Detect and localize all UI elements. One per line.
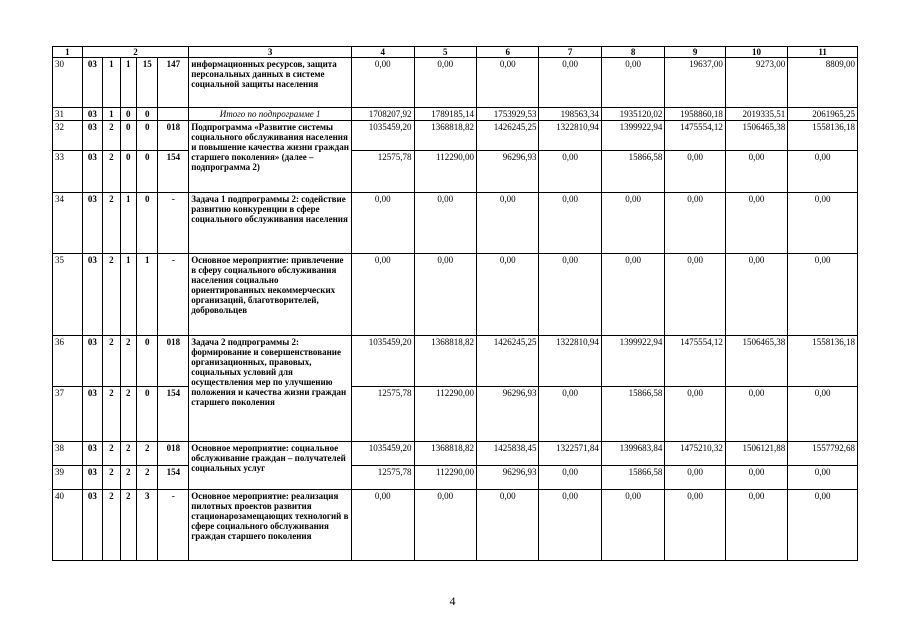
code-cell: 0 bbox=[136, 387, 158, 442]
code-cell: 0 bbox=[136, 108, 158, 121]
table-row bbox=[53, 490, 858, 561]
value-cell: 112290,00 bbox=[414, 387, 476, 442]
code-cell: 2 bbox=[103, 442, 120, 466]
value-cell: 96296,93 bbox=[476, 151, 538, 193]
value-cell: 1322810,94 bbox=[539, 121, 601, 151]
description-cell: Подпрограмма «Развитие системы социального обслуживания населения и повышение качества жизни граждан старшего поколения» (далее – подпрограмма 2) bbox=[189, 121, 352, 193]
code-cell: 03 bbox=[82, 336, 102, 387]
value-cell: 0,00 bbox=[601, 490, 664, 561]
code-cell: 1 bbox=[120, 254, 136, 336]
value-cell: 15866,58 bbox=[601, 151, 664, 193]
table-row bbox=[53, 254, 858, 336]
row-number: 35 bbox=[53, 254, 83, 336]
value-cell: 0,00 bbox=[665, 387, 725, 442]
value-cell: 112290,00 bbox=[414, 151, 476, 193]
code-cell: 154 bbox=[158, 387, 189, 442]
value-cell: 0,00 bbox=[539, 490, 601, 561]
row-number: 39 bbox=[53, 466, 83, 490]
code-cell: 03 bbox=[82, 254, 102, 336]
value-cell: 0,00 bbox=[725, 466, 787, 490]
code-cell: 3 bbox=[136, 490, 158, 561]
value-cell: 0,00 bbox=[725, 254, 787, 336]
code-cell: 15 bbox=[136, 58, 158, 108]
budget-table bbox=[52, 46, 858, 561]
code-cell: 2 bbox=[120, 442, 136, 466]
value-cell: 1322571,84 bbox=[539, 442, 601, 466]
header-cell: 10 bbox=[725, 47, 787, 58]
header-cell: 8 bbox=[601, 47, 664, 58]
row-number: 34 bbox=[53, 193, 83, 254]
table-row bbox=[53, 336, 858, 387]
value-cell: 1475554,12 bbox=[665, 121, 725, 151]
code-cell: 018 bbox=[158, 336, 189, 387]
code-cell: 2 bbox=[120, 336, 136, 387]
description-cell: Задача 2 подпрограммы 2: формирование и совершенствование организационных, правовых, социальных условий для осуществления мер по улучшению положения и качества жизни граждан старшего поколения bbox=[189, 336, 352, 442]
value-cell: 0,00 bbox=[476, 254, 538, 336]
value-cell: 0,00 bbox=[788, 387, 858, 442]
code-cell: 018 bbox=[158, 442, 189, 466]
code-cell: 0 bbox=[136, 336, 158, 387]
code-cell: 154 bbox=[158, 466, 189, 490]
value-cell: 0,00 bbox=[665, 151, 725, 193]
value-cell: 1558136,18 bbox=[788, 336, 858, 387]
row-number: 38 bbox=[53, 442, 83, 466]
value-cell: 0,00 bbox=[601, 193, 664, 254]
code-cell: 03 bbox=[82, 108, 102, 121]
value-cell: 0,00 bbox=[725, 490, 787, 561]
value-cell: 0,00 bbox=[539, 254, 601, 336]
code-cell: 03 bbox=[82, 490, 102, 561]
code-cell: 1 bbox=[136, 254, 158, 336]
value-cell: 96296,93 bbox=[476, 466, 538, 490]
code-cell: 147 bbox=[158, 58, 189, 108]
value-cell: 19637,00 bbox=[665, 58, 725, 108]
code-cell: 0 bbox=[120, 121, 136, 151]
code-cell: 1 bbox=[103, 108, 120, 121]
code-cell: 2 bbox=[103, 466, 120, 490]
value-cell: 15866,58 bbox=[601, 387, 664, 442]
code-cell: 03 bbox=[82, 121, 102, 151]
value-cell: 0,00 bbox=[414, 254, 476, 336]
table-row bbox=[53, 58, 858, 108]
value-cell: 0,00 bbox=[414, 58, 476, 108]
code-cell: 154 bbox=[158, 151, 189, 193]
code-cell: 0 bbox=[120, 151, 136, 193]
code-cell: 2 bbox=[103, 193, 120, 254]
header-cell: 4 bbox=[352, 47, 414, 58]
value-cell: 0,00 bbox=[414, 193, 476, 254]
row-number: 36 bbox=[53, 336, 83, 387]
value-cell: 1753929,53 bbox=[476, 108, 538, 121]
row-number: 31 bbox=[53, 108, 83, 121]
code-cell: 1 bbox=[120, 193, 136, 254]
table-row bbox=[53, 108, 858, 121]
code-cell: - bbox=[158, 193, 189, 254]
code-cell: 03 bbox=[82, 193, 102, 254]
value-cell: 112290,00 bbox=[414, 466, 476, 490]
code-cell: 03 bbox=[82, 58, 102, 108]
code-cell: 2 bbox=[103, 336, 120, 387]
value-cell: 0,00 bbox=[414, 490, 476, 561]
value-cell: 0,00 bbox=[352, 193, 414, 254]
value-cell: 2019335,51 bbox=[725, 108, 787, 121]
value-cell: 1035459,20 bbox=[352, 121, 414, 151]
value-cell: 198563,34 bbox=[539, 108, 601, 121]
value-cell: 0,00 bbox=[788, 254, 858, 336]
code-cell: 0 bbox=[136, 193, 158, 254]
value-cell: 0,00 bbox=[788, 466, 858, 490]
code-cell: 2 bbox=[136, 442, 158, 466]
table-row bbox=[53, 387, 858, 442]
value-cell: 1426245,25 bbox=[476, 121, 538, 151]
code-cell: 0 bbox=[136, 121, 158, 151]
value-cell: 0,00 bbox=[665, 490, 725, 561]
code-cell: 2 bbox=[120, 466, 136, 490]
header-cell: 9 bbox=[665, 47, 725, 58]
value-cell: 1506465,38 bbox=[725, 121, 787, 151]
value-cell: 1425838,45 bbox=[476, 442, 538, 466]
code-cell: 2 bbox=[120, 490, 136, 561]
value-cell: 0,00 bbox=[476, 490, 538, 561]
code-cell: 03 bbox=[82, 466, 102, 490]
value-cell: 1506465,38 bbox=[725, 336, 787, 387]
code-cell: 03 bbox=[82, 442, 102, 466]
value-cell: 1475210,32 bbox=[665, 442, 725, 466]
value-cell: 0,00 bbox=[725, 387, 787, 442]
description-cell: Основное мероприятие: реализация пилотных проектов развития стационарозамещающих технологий в сфере социального обслуживания граждан старшего поколения bbox=[189, 490, 352, 561]
code-cell: 0 bbox=[136, 151, 158, 193]
header-row bbox=[53, 47, 858, 58]
header-cell: 2 bbox=[82, 47, 189, 58]
description-cell: Задача 1 подпрограммы 2: содействие развитию конкуренции в сфере социального обслуживания населения bbox=[189, 193, 352, 254]
header-cell: 3 bbox=[189, 47, 352, 58]
value-cell: 1557792,68 bbox=[788, 442, 858, 466]
value-cell: 0,00 bbox=[788, 193, 858, 254]
value-cell: 1958860,18 bbox=[665, 108, 725, 121]
value-cell: 2061965,25 bbox=[788, 108, 858, 121]
value-cell: 1322810,94 bbox=[539, 336, 601, 387]
value-cell: 0,00 bbox=[665, 466, 725, 490]
row-number: 30 bbox=[53, 58, 83, 108]
table-row bbox=[53, 193, 858, 254]
row-number: 32 bbox=[53, 121, 83, 151]
value-cell: 0,00 bbox=[601, 254, 664, 336]
value-cell: 0,00 bbox=[476, 58, 538, 108]
value-cell: 0,00 bbox=[601, 58, 664, 108]
header-cell: 5 bbox=[414, 47, 476, 58]
description-cell: информационных ресурсов, защита персональных данных в системе социальной защиты населения bbox=[189, 58, 352, 108]
value-cell: 0,00 bbox=[665, 193, 725, 254]
value-cell: 1558136,18 bbox=[788, 121, 858, 151]
description-cell: Основное мероприятие: привлечение в сферу социального обслуживания населения социально ориентированных некоммерческих организаций, благотворителей, добровольцев bbox=[189, 254, 352, 336]
value-cell: 0,00 bbox=[725, 151, 787, 193]
value-cell: 96296,93 bbox=[476, 387, 538, 442]
value-cell: 1368818,82 bbox=[414, 442, 476, 466]
table-row bbox=[53, 442, 858, 466]
code-cell: 2 bbox=[103, 121, 120, 151]
value-cell: 1935120,02 bbox=[601, 108, 664, 121]
code-cell: 0 bbox=[120, 108, 136, 121]
value-cell: 1789185,14 bbox=[414, 108, 476, 121]
header-cell: 6 bbox=[476, 47, 538, 58]
value-cell: 0,00 bbox=[725, 193, 787, 254]
header-cell: 1 bbox=[53, 47, 83, 58]
code-cell: 2 bbox=[103, 490, 120, 561]
value-cell: 1506121,88 bbox=[725, 442, 787, 466]
code-cell: 1 bbox=[120, 58, 136, 108]
value-cell: 1368818,82 bbox=[414, 121, 476, 151]
value-cell: 1399922,94 bbox=[601, 121, 664, 151]
value-cell: 0,00 bbox=[476, 193, 538, 254]
value-cell: 1368818,82 bbox=[414, 336, 476, 387]
value-cell: 12575,78 bbox=[352, 151, 414, 193]
value-cell: 1426245,25 bbox=[476, 336, 538, 387]
code-cell: 2 bbox=[103, 254, 120, 336]
row-number: 37 bbox=[53, 387, 83, 442]
value-cell: 12575,78 bbox=[352, 466, 414, 490]
value-cell: 0,00 bbox=[539, 466, 601, 490]
code-cell: - bbox=[158, 490, 189, 561]
value-cell: 0,00 bbox=[352, 254, 414, 336]
value-cell: 0,00 bbox=[352, 58, 414, 108]
code-cell: 03 bbox=[82, 151, 102, 193]
subtotal-label: Итого по подпрограмме 1 bbox=[189, 108, 352, 121]
value-cell: 0,00 bbox=[788, 490, 858, 561]
page-number: 4 bbox=[449, 594, 456, 608]
value-cell: 15866,58 bbox=[601, 466, 664, 490]
description-cell: Основное мероприятие: социальное обслуживание граждан – получателей социальных услуг bbox=[189, 442, 352, 490]
row-number: 40 bbox=[53, 490, 83, 561]
table-row bbox=[53, 121, 858, 151]
code-cell: 2 bbox=[136, 466, 158, 490]
value-cell: 1035459,20 bbox=[352, 442, 414, 466]
code-cell: 018 bbox=[158, 121, 189, 151]
header-cell: 7 bbox=[539, 47, 601, 58]
row-number: 33 bbox=[53, 151, 83, 193]
value-cell: 9273,00 bbox=[725, 58, 787, 108]
code-cell: 2 bbox=[120, 387, 136, 442]
code-cell: - bbox=[158, 254, 189, 336]
value-cell: 0,00 bbox=[539, 193, 601, 254]
header-cell: 11 bbox=[788, 47, 858, 58]
value-cell: 1475554,12 bbox=[665, 336, 725, 387]
value-cell: 1399683,84 bbox=[601, 442, 664, 466]
table-row bbox=[53, 151, 858, 193]
code-cell: 1 bbox=[103, 58, 120, 108]
value-cell: 8809,00 bbox=[788, 58, 858, 108]
value-cell: 0,00 bbox=[539, 387, 601, 442]
code-cell: 03 bbox=[82, 387, 102, 442]
value-cell: 0,00 bbox=[539, 151, 601, 193]
code-cell: 2 bbox=[103, 151, 120, 193]
value-cell: 0,00 bbox=[352, 490, 414, 561]
table-row bbox=[53, 466, 858, 490]
value-cell: 0,00 bbox=[788, 151, 858, 193]
value-cell: 0,00 bbox=[539, 58, 601, 108]
code-cell: 2 bbox=[103, 387, 120, 442]
code-cell bbox=[158, 108, 189, 121]
value-cell: 12575,78 bbox=[352, 387, 414, 442]
value-cell: 1708207,92 bbox=[352, 108, 414, 121]
value-cell: 0,00 bbox=[665, 254, 725, 336]
value-cell: 1035459,20 bbox=[352, 336, 414, 387]
value-cell: 1399922,94 bbox=[601, 336, 664, 387]
